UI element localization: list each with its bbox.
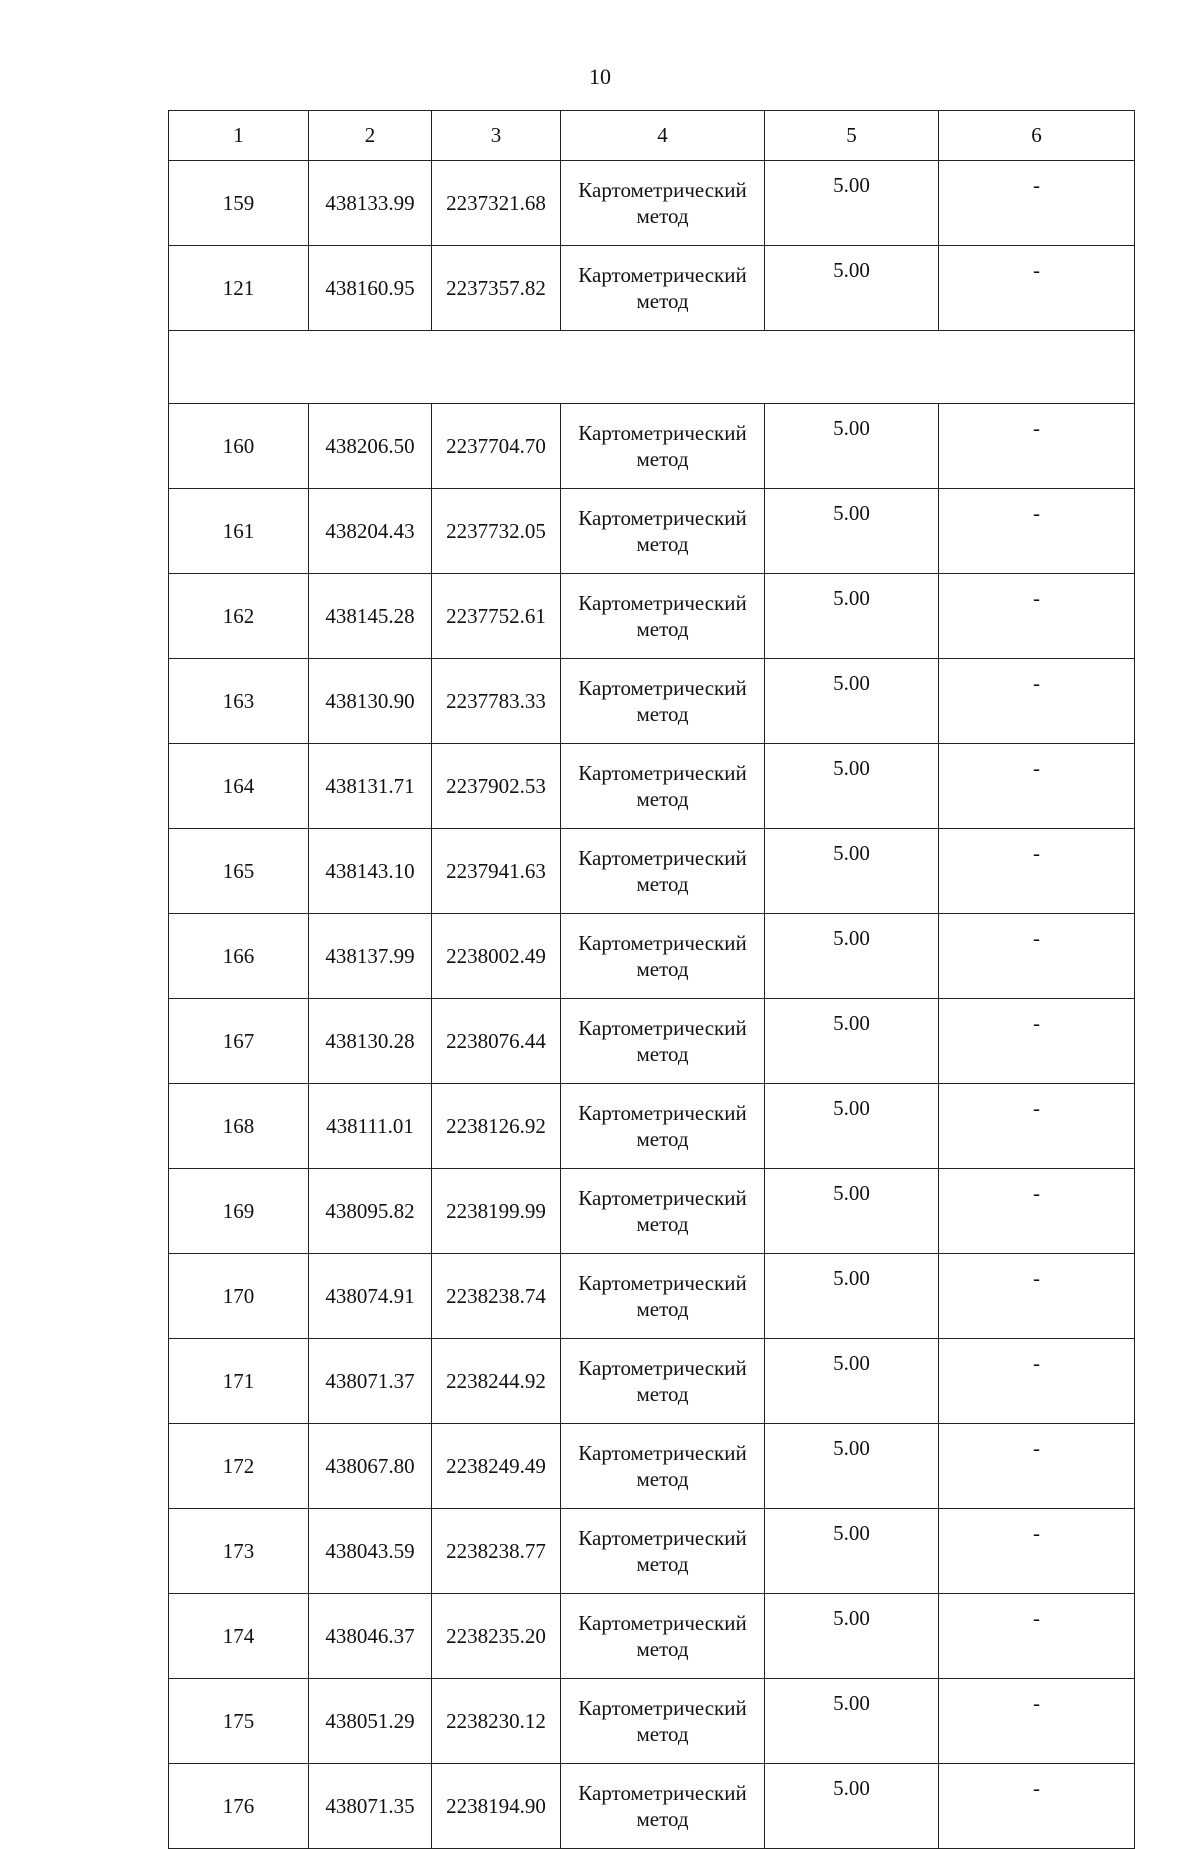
x-coordinate-cell: 438051.29 bbox=[309, 1679, 432, 1764]
x-coordinate-cell: 438145.28 bbox=[309, 574, 432, 659]
y-coordinate-cell: 2238194.90 bbox=[432, 1764, 561, 1849]
table-body bbox=[169, 161, 1135, 1849]
accuracy-cell: 5.00 bbox=[765, 914, 939, 999]
accuracy-cell: 5.00 bbox=[765, 999, 939, 1084]
table-row bbox=[169, 489, 1135, 574]
section-break-row bbox=[169, 331, 1135, 404]
point-number-cell: 168 bbox=[169, 1084, 309, 1169]
note-cell: - bbox=[939, 161, 1135, 246]
point-number-cell: 172 bbox=[169, 1424, 309, 1509]
point-number-cell: 175 bbox=[169, 1679, 309, 1764]
note-cell: - bbox=[939, 1509, 1135, 1594]
note-cell: - bbox=[939, 404, 1135, 489]
y-coordinate-cell: 2238238.77 bbox=[432, 1509, 561, 1594]
header-row bbox=[169, 111, 1135, 161]
y-coordinate-cell: 2238235.20 bbox=[432, 1594, 561, 1679]
point-number-cell: 176 bbox=[169, 1764, 309, 1849]
point-number-cell: 163 bbox=[169, 659, 309, 744]
point-number-cell: 170 bbox=[169, 1254, 309, 1339]
accuracy-cell: 5.00 bbox=[765, 574, 939, 659]
table-row bbox=[169, 1764, 1135, 1849]
y-coordinate-cell: 2238249.49 bbox=[432, 1424, 561, 1509]
accuracy-cell: 5.00 bbox=[765, 1424, 939, 1509]
method-cell: Картометрический метод bbox=[561, 1084, 765, 1169]
accuracy-cell: 5.00 bbox=[765, 1764, 939, 1849]
x-coordinate-cell: 438204.43 bbox=[309, 489, 432, 574]
method-cell: Картометрический метод bbox=[561, 914, 765, 999]
section-break-cell bbox=[169, 331, 1135, 404]
y-coordinate-cell: 2237783.33 bbox=[432, 659, 561, 744]
x-coordinate-cell: 438130.28 bbox=[309, 999, 432, 1084]
method-cell: Картометрический метод bbox=[561, 1169, 765, 1254]
coordinates-table bbox=[168, 110, 1135, 1849]
accuracy-cell: 5.00 bbox=[765, 1169, 939, 1254]
table-row bbox=[169, 829, 1135, 914]
point-number-cell: 174 bbox=[169, 1594, 309, 1679]
note-cell: - bbox=[939, 1339, 1135, 1424]
note-cell: - bbox=[939, 246, 1135, 331]
point-number-cell: 169 bbox=[169, 1169, 309, 1254]
table-row bbox=[169, 1169, 1135, 1254]
table-row bbox=[169, 1254, 1135, 1339]
point-number-cell: 165 bbox=[169, 829, 309, 914]
accuracy-cell: 5.00 bbox=[765, 1254, 939, 1339]
y-coordinate-cell: 2238002.49 bbox=[432, 914, 561, 999]
accuracy-cell: 5.00 bbox=[765, 404, 939, 489]
note-cell: - bbox=[939, 1254, 1135, 1339]
x-coordinate-cell: 438133.99 bbox=[309, 161, 432, 246]
header-cell-4: 4 bbox=[561, 111, 765, 161]
method-cell: Картометрический метод bbox=[561, 489, 765, 574]
method-cell: Картометрический метод bbox=[561, 1254, 765, 1339]
note-cell: - bbox=[939, 1084, 1135, 1169]
y-coordinate-cell: 2238238.74 bbox=[432, 1254, 561, 1339]
accuracy-cell: 5.00 bbox=[765, 246, 939, 331]
x-coordinate-cell: 438160.95 bbox=[309, 246, 432, 331]
note-cell: - bbox=[939, 1764, 1135, 1849]
y-coordinate-cell: 2237357.82 bbox=[432, 246, 561, 331]
table-row bbox=[169, 1339, 1135, 1424]
point-number-cell: 173 bbox=[169, 1509, 309, 1594]
accuracy-cell: 5.00 bbox=[765, 489, 939, 574]
point-number-cell: 121 bbox=[169, 246, 309, 331]
note-cell: - bbox=[939, 659, 1135, 744]
y-coordinate-cell: 2237752.61 bbox=[432, 574, 561, 659]
method-cell: Картометрический метод bbox=[561, 246, 765, 331]
method-cell: Картометрический метод bbox=[561, 161, 765, 246]
table-header bbox=[169, 111, 1135, 161]
header-cell-5: 5 bbox=[765, 111, 939, 161]
accuracy-cell: 5.00 bbox=[765, 1679, 939, 1764]
point-number-cell: 162 bbox=[169, 574, 309, 659]
method-cell: Картометрический метод bbox=[561, 1339, 765, 1424]
x-coordinate-cell: 438111.01 bbox=[309, 1084, 432, 1169]
x-coordinate-cell: 438074.91 bbox=[309, 1254, 432, 1339]
y-coordinate-cell: 2237902.53 bbox=[432, 744, 561, 829]
table-row bbox=[169, 1084, 1135, 1169]
method-cell: Картометрический метод bbox=[561, 1509, 765, 1594]
note-cell: - bbox=[939, 744, 1135, 829]
note-cell: - bbox=[939, 1679, 1135, 1764]
accuracy-cell: 5.00 bbox=[765, 659, 939, 744]
header-cell-3: 3 bbox=[432, 111, 561, 161]
x-coordinate-cell: 438067.80 bbox=[309, 1424, 432, 1509]
x-coordinate-cell: 438131.71 bbox=[309, 744, 432, 829]
x-coordinate-cell: 438095.82 bbox=[309, 1169, 432, 1254]
table-row bbox=[169, 404, 1135, 489]
point-number-cell: 159 bbox=[169, 161, 309, 246]
method-cell: Картометрический метод bbox=[561, 829, 765, 914]
x-coordinate-cell: 438071.35 bbox=[309, 1764, 432, 1849]
method-cell: Картометрический метод bbox=[561, 1594, 765, 1679]
y-coordinate-cell: 2238244.92 bbox=[432, 1339, 561, 1424]
point-number-cell: 167 bbox=[169, 999, 309, 1084]
point-number-cell: 164 bbox=[169, 744, 309, 829]
y-coordinate-cell: 2238230.12 bbox=[432, 1679, 561, 1764]
note-cell: - bbox=[939, 1424, 1135, 1509]
table-row bbox=[169, 1594, 1135, 1679]
note-cell: - bbox=[939, 914, 1135, 999]
x-coordinate-cell: 438137.99 bbox=[309, 914, 432, 999]
note-cell: - bbox=[939, 1594, 1135, 1679]
accuracy-cell: 5.00 bbox=[765, 1084, 939, 1169]
point-number-cell: 166 bbox=[169, 914, 309, 999]
point-number-cell: 161 bbox=[169, 489, 309, 574]
method-cell: Картометрический метод bbox=[561, 404, 765, 489]
table-row bbox=[169, 999, 1135, 1084]
y-coordinate-cell: 2237321.68 bbox=[432, 161, 561, 246]
header-cell-1: 1 bbox=[169, 111, 309, 161]
point-number-cell: 160 bbox=[169, 404, 309, 489]
y-coordinate-cell: 2237732.05 bbox=[432, 489, 561, 574]
x-coordinate-cell: 438130.90 bbox=[309, 659, 432, 744]
accuracy-cell: 5.00 bbox=[765, 1509, 939, 1594]
note-cell: - bbox=[939, 999, 1135, 1084]
table-row bbox=[169, 914, 1135, 999]
header-cell-2: 2 bbox=[309, 111, 432, 161]
note-cell: - bbox=[939, 489, 1135, 574]
note-cell: - bbox=[939, 1169, 1135, 1254]
x-coordinate-cell: 438071.37 bbox=[309, 1339, 432, 1424]
y-coordinate-cell: 2238126.92 bbox=[432, 1084, 561, 1169]
table-row bbox=[169, 1679, 1135, 1764]
y-coordinate-cell: 2238199.99 bbox=[432, 1169, 561, 1254]
x-coordinate-cell: 438206.50 bbox=[309, 404, 432, 489]
accuracy-cell: 5.00 bbox=[765, 1339, 939, 1424]
table-row bbox=[169, 246, 1135, 331]
accuracy-cell: 5.00 bbox=[765, 829, 939, 914]
y-coordinate-cell: 2238076.44 bbox=[432, 999, 561, 1084]
header-cell-6: 6 bbox=[939, 111, 1135, 161]
method-cell: Картометрический метод bbox=[561, 1679, 765, 1764]
table-row bbox=[169, 161, 1135, 246]
table-row bbox=[169, 574, 1135, 659]
accuracy-cell: 5.00 bbox=[765, 1594, 939, 1679]
point-number-cell: 171 bbox=[169, 1339, 309, 1424]
method-cell: Картометрический метод bbox=[561, 744, 765, 829]
accuracy-cell: 5.00 bbox=[765, 744, 939, 829]
x-coordinate-cell: 438046.37 bbox=[309, 1594, 432, 1679]
accuracy-cell: 5.00 bbox=[765, 161, 939, 246]
y-coordinate-cell: 2237941.63 bbox=[432, 829, 561, 914]
table-row bbox=[169, 744, 1135, 829]
table-row bbox=[169, 1424, 1135, 1509]
method-cell: Картометрический метод bbox=[561, 659, 765, 744]
table-row bbox=[169, 1509, 1135, 1594]
x-coordinate-cell: 438143.10 bbox=[309, 829, 432, 914]
method-cell: Картометрический метод bbox=[561, 574, 765, 659]
x-coordinate-cell: 438043.59 bbox=[309, 1509, 432, 1594]
note-cell: - bbox=[939, 829, 1135, 914]
table-row bbox=[169, 659, 1135, 744]
method-cell: Картометрический метод bbox=[561, 1764, 765, 1849]
method-cell: Картометрический метод bbox=[561, 999, 765, 1084]
note-cell: - bbox=[939, 574, 1135, 659]
page-number: 10 bbox=[589, 64, 611, 89]
method-cell: Картометрический метод bbox=[561, 1424, 765, 1509]
y-coordinate-cell: 2237704.70 bbox=[432, 404, 561, 489]
